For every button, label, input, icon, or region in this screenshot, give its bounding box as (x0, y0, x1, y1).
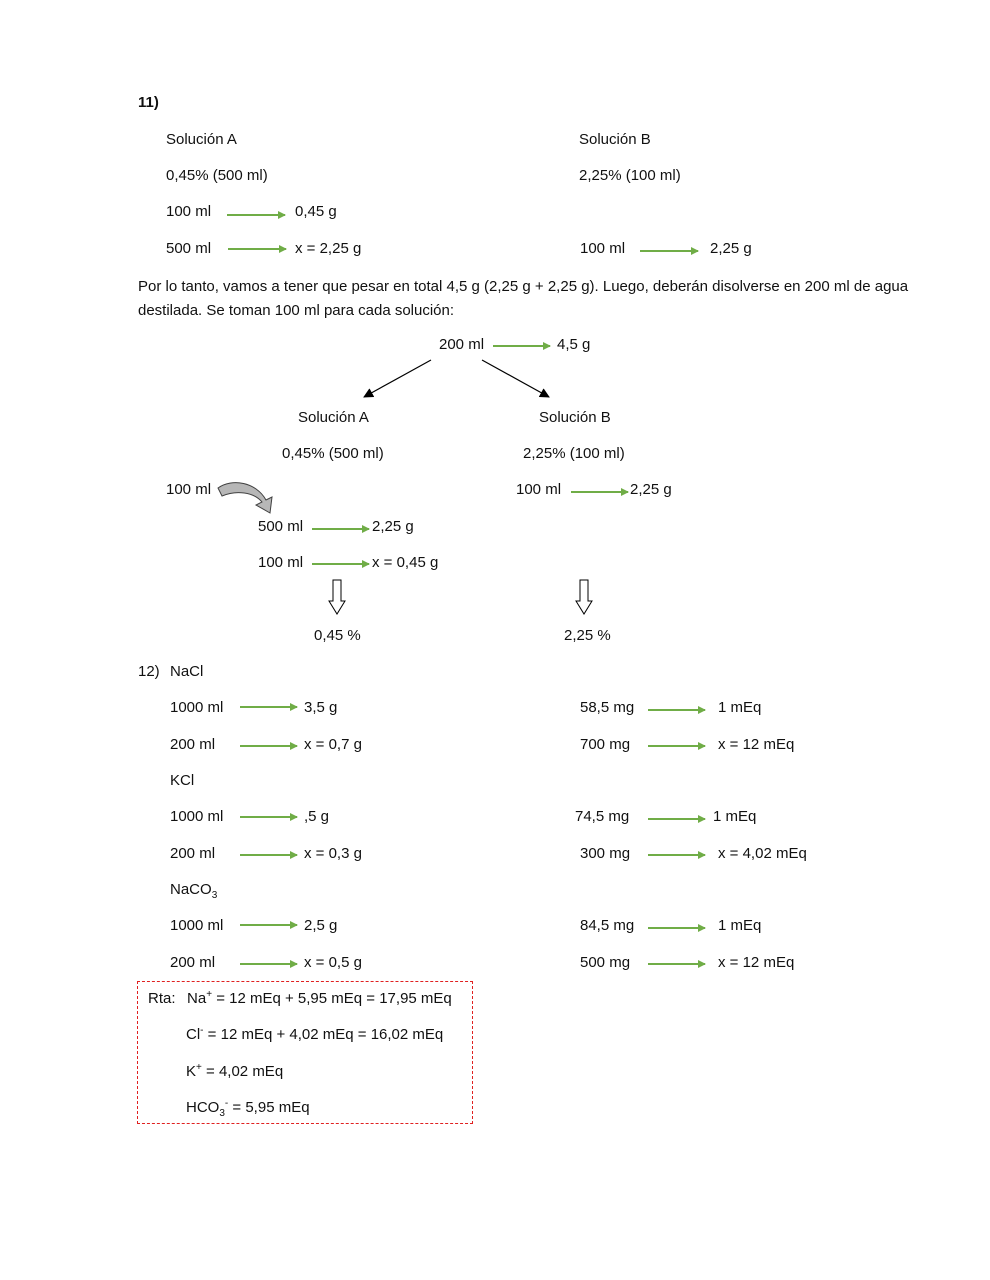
kcl-row1-right: ,5 g (304, 808, 330, 825)
down-arrow-icon (329, 580, 345, 614)
naco3-row1-right: 2,5 g (304, 917, 338, 934)
question-11-number: 11) (138, 94, 159, 111)
kcl-meq-row1-right: 1 mEq (713, 808, 757, 825)
nacl-meq-row1-left: 58,5 mg (580, 699, 635, 716)
kcl-meq-row1-left: 74,5 mg (575, 808, 630, 825)
tree-b-row1-left: 100 ml (516, 481, 562, 498)
tree-b-row1-right: 2,25 g (630, 481, 672, 498)
kcl-label: KCl (170, 772, 195, 789)
tree-a-row1-right: 2,25 g (372, 518, 414, 535)
tree-a-row1-left: 500 ml (258, 518, 304, 535)
answer-sodium: Na+ = 12 mEq + 5,95 mEq = 17,95 mEq (187, 989, 452, 1007)
nacl-meq-row2-right: x = 12 mEq (718, 736, 795, 753)
nacl-meq-row2-left: 700 mg (580, 736, 631, 753)
tree-root-right: 4,5 g (557, 336, 591, 353)
tree-root-left: 200 ml (439, 336, 485, 353)
kcl-row2-right: x = 0,3 g (304, 845, 362, 862)
kcl-meq-row2-left: 300 mg (580, 845, 631, 862)
kcl-row2-left: 200 ml (170, 845, 216, 862)
nacl-row2-right: x = 0,7 g (304, 736, 362, 753)
answer-prefix: Rta: (148, 990, 176, 1007)
tree-b-title: Solución B (539, 409, 611, 426)
kcl-meq-row2-right: x = 4,02 mEq (718, 845, 807, 862)
nacl-row2-left: 200 ml (170, 736, 216, 753)
explanation-paragraph: Por lo tanto, vamos a tener que pesar en total 4,5 g (2,25 g + 2,25 g). Luego, deberán disolverse en 200 ml de agua destilada. Se toman 100 ml para cada solución: (138, 278, 909, 319)
solution-a-row2-left: 500 ml (166, 240, 212, 257)
tree-b-result: 2,25 % (564, 627, 611, 644)
answer-bicarbonate: $HCO_3^- = 5,95$ mEq (186, 1098, 310, 1119)
naco3-meq-row1-left: 84,5 mg (580, 917, 635, 934)
solution-a-row1-left: 100 ml (166, 203, 212, 220)
question-12-number: 12) (138, 663, 160, 680)
curved-arrow-icon (218, 483, 272, 513)
tree-a-title: Solución A (298, 409, 369, 426)
tree-b-concentration: 2,25% (100 ml) (523, 445, 625, 462)
naco3-label: NaCO$_3$ (170, 881, 218, 901)
solution-b-title: Solución B (579, 131, 651, 148)
answer-potassium: K+ = 4,02 mEq (186, 1062, 284, 1080)
tree-a-row2-left: 100 ml (258, 554, 304, 571)
naco3-meq-row2-left: 500 mg (580, 954, 631, 971)
solution-b-row1-right: 2,25 g (710, 240, 752, 257)
down-arrow-icon (576, 580, 592, 614)
branch-arrow-right-icon (482, 360, 549, 397)
nacl-meq-row1-right: 1 mEq (718, 699, 762, 716)
tree-a-result: 0,45 % (314, 627, 361, 644)
tree-a-take: 100 ml (166, 481, 212, 498)
nacl-label: NaCl (170, 663, 204, 680)
naco3-meq-row1-right: 1 mEq (718, 917, 762, 934)
solution-b-row1-left: 100 ml (580, 240, 626, 257)
kcl-row1-left: 1000 ml (170, 808, 224, 825)
nacl-row1-left: 1000 ml (170, 699, 224, 716)
tree-a-concentration: 0,45% (500 ml) (282, 445, 384, 462)
solution-a-concentration: 0,45% (500 ml) (166, 167, 268, 184)
naco3-row1-left: 1000 ml (170, 917, 224, 934)
solution-a-row2-right: x = 2,25 g (295, 240, 362, 257)
naco3-meq-row2-right: x = 12 mEq (718, 954, 795, 971)
branch-arrow-left-icon (364, 360, 431, 397)
nacl-row1-right: 3,5 g (304, 699, 338, 716)
solution-a-title: Solución A (166, 131, 237, 148)
naco3-row2-left: 200 ml (170, 954, 216, 971)
naco3-row2-right: x = 0,5 g (304, 954, 362, 971)
solution-a-row1-right: 0,45 g (295, 203, 337, 220)
solution-b-concentration: 2,25% (100 ml) (579, 167, 681, 184)
tree-a-row2-right: x = 0,45 g (372, 554, 439, 571)
answer-chloride: Cl- = 12 mEq + 4,02 mEq = 16,02 mEq (186, 1025, 444, 1043)
